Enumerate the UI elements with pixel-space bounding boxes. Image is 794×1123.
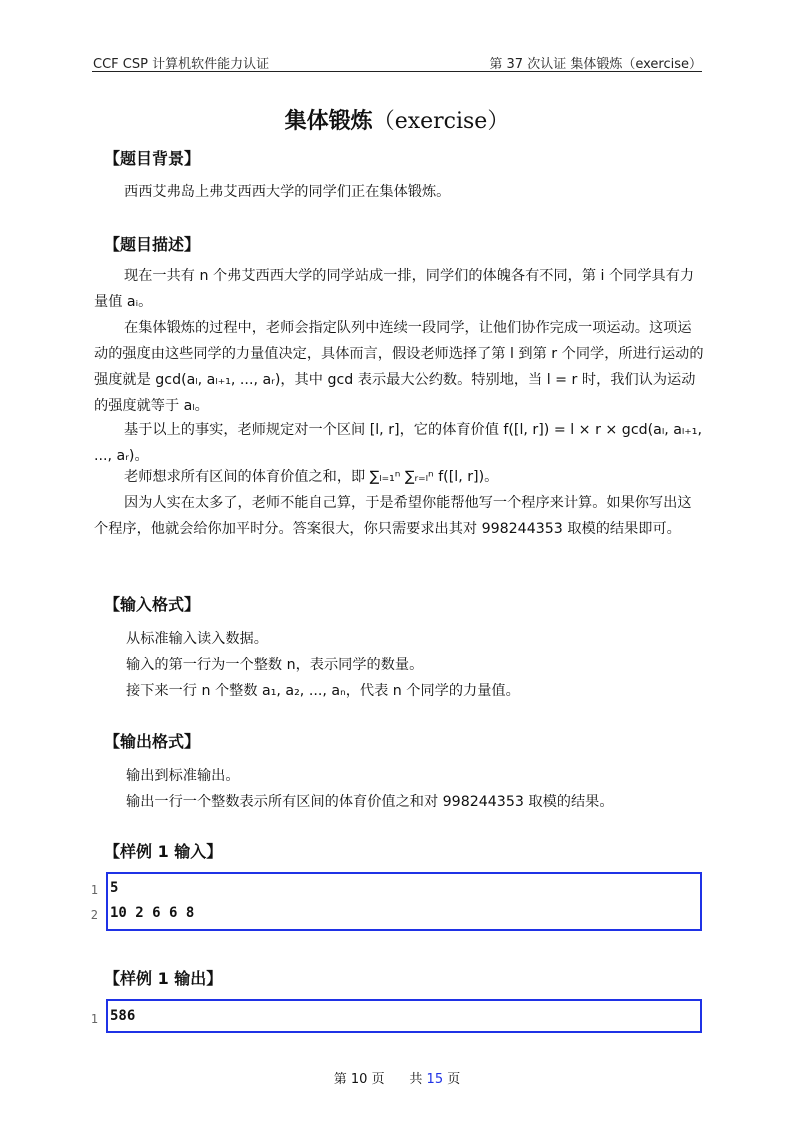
section-input-heading: 【输入格式】 xyxy=(104,595,201,614)
input-format-line-3: 接下来一行 n 个整数 a₁, a₂, ..., aₙ，代表 n 个同学的力量值。 xyxy=(126,683,520,699)
footer-page-suffix: 页 xyxy=(371,1072,385,1087)
footer-total-link[interactable]: 15 xyxy=(426,1072,444,1087)
line-number: 1 xyxy=(90,883,98,897)
input-format-line-2: 输入的第一行为一个整数 n，表示同学的数量。 xyxy=(126,657,424,673)
section-sample-output-heading: 【样例 1 输出】 xyxy=(104,969,223,988)
section-output-heading: 【输出格式】 xyxy=(104,732,201,751)
footer-page: 10 xyxy=(350,1072,368,1087)
section-description-heading: 【题目描述】 xyxy=(104,235,201,254)
description-p2: 在集体锻炼的过程中，老师会指定队列中连续一段同学，让他们协作完成一项运动。这项运动的强度由这些同学的力量值决定，具体而言，假设老师选择了第 l 到第 r 个同学，所进行运动的强度就是 gcd(aₗ, aₗ₊₁, ..., aᵣ)，其中 gcd 表示最大公约数。特别地，当 l = r 时，我们认为运动的强度就等于 aₗ。 xyxy=(94,320,704,414)
output-format-line-1: 输出到标准输出。 xyxy=(126,768,240,784)
description-p4: 老师想求所有区间的体育价值之和，即 ∑ₗ₌₁ⁿ ∑ᵣ₌ₗⁿ f([l, r])。 xyxy=(124,469,499,485)
description-p5: 因为人实在太多了，老师不能自己算，于是希望你能帮他写一个程序来计算。如果你写出这个程序，他就会给你加平时分。答案很大，你只需要求出其对 998244353 取模的结果即可。 xyxy=(94,495,692,537)
line-number: 2 xyxy=(90,908,98,922)
header-right: 第 37 次认证 集体锻炼（exercise） xyxy=(489,57,702,72)
description-p3: 基于以上的事实，老师规定对一个区间 [l, r]，它的体育价值 f([l, r]) = l × r × gcd(aₗ, aₗ₊₁, ..., aᵣ)。 xyxy=(94,422,702,464)
section-sample-input-heading: 【样例 1 输入】 xyxy=(104,842,223,861)
header-rule xyxy=(92,71,702,72)
sample-output-box xyxy=(106,999,702,1033)
sample-input-line-2: 10 2 6 6 8 xyxy=(110,905,195,921)
footer-prefix: 第 xyxy=(333,1072,347,1087)
header-left: CCF CSP 计算机软件能力认证 xyxy=(93,57,270,72)
footer-total-suffix: 页 xyxy=(447,1072,461,1087)
sample-input-line-1: 5 xyxy=(110,880,119,896)
line-number: 1 xyxy=(90,1012,98,1026)
title-en: （exercise） xyxy=(372,109,510,134)
input-format-line-1: 从标准输入读入数据。 xyxy=(126,631,268,647)
page-footer xyxy=(92,1068,702,1087)
footer-total-prefix: 共 xyxy=(409,1072,423,1087)
title-cn: 集体锻炼 xyxy=(284,109,373,134)
output-format-line-2: 输出一行一个整数表示所有区间的体育价值之和对 998244353 取模的结果。 xyxy=(126,794,614,810)
sample-output-line-1: 586 xyxy=(110,1008,136,1024)
sample-input-box xyxy=(106,872,702,931)
section-background-heading: 【题目背景】 xyxy=(104,149,201,168)
page-title xyxy=(92,104,702,135)
background-text: 西西艾弗岛上弗艾西西大学的同学们正在集体锻炼。 xyxy=(124,184,451,200)
description-p1: 现在一共有 n 个弗艾西西大学的同学站成一排，同学们的体魄各有不同，第 i 个同学具有力量值 aᵢ。 xyxy=(94,268,695,310)
